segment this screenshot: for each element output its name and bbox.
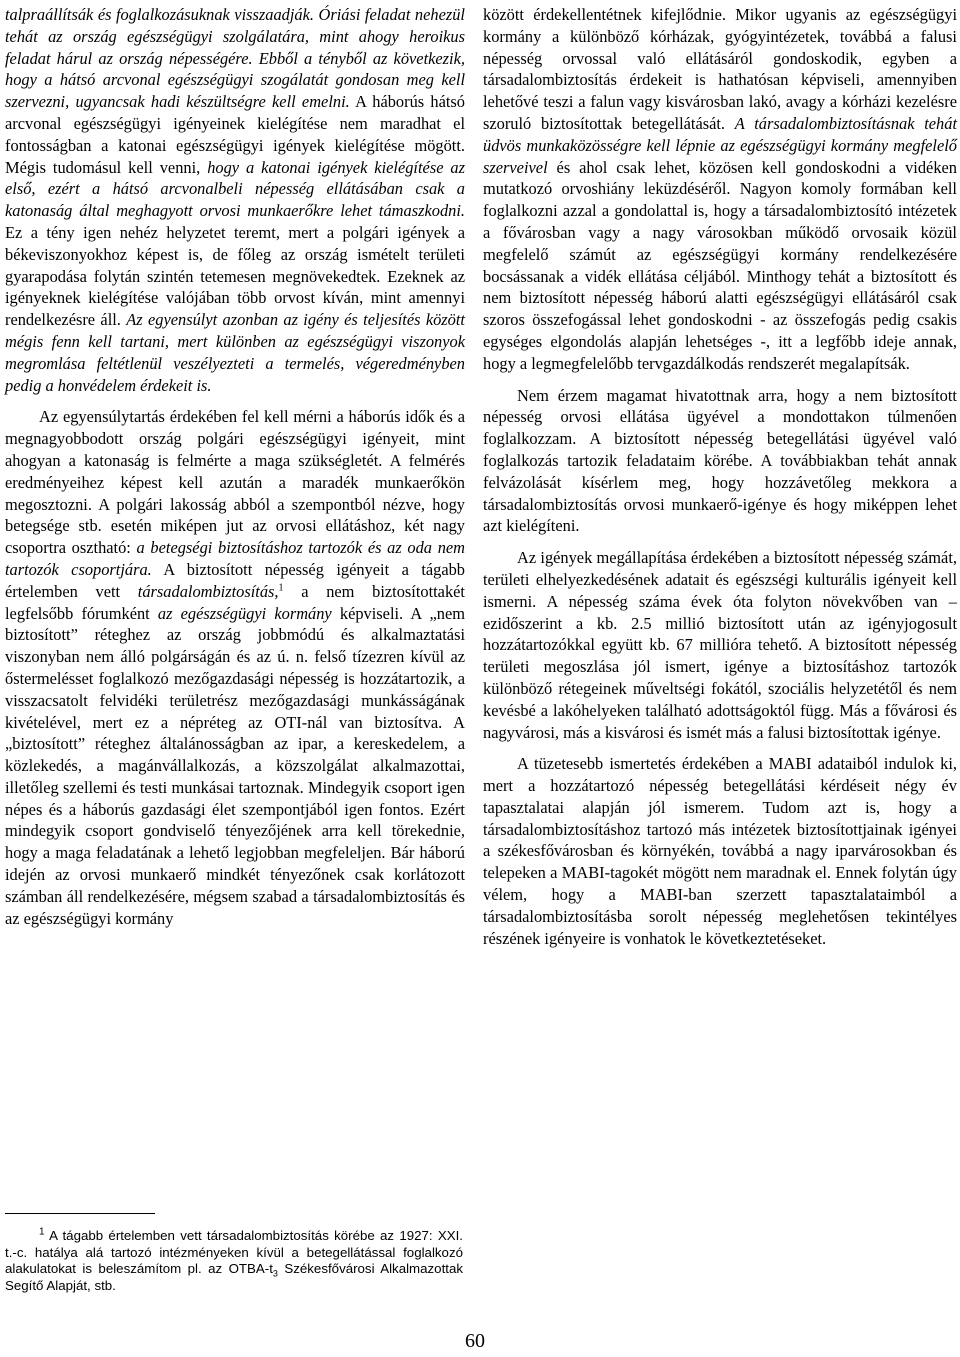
body-text: A háborús hátsó arcvonal egészségügyi igényeinek kielégítése nem maradhat el fontosságban a katonai egészségügyi igények kielégítése mögött. Mégis tudomásul kell venni, xyxy=(5,92,465,177)
right-column xyxy=(483,4,957,949)
body-text: A biztosított népesség igényeit a tágabb értelemben vett xyxy=(5,559,466,601)
body-text: Az egyensúlytartás érdekében fel kell mérni a háborús idők és a megnagyobbodott ország polgári egészségügyi igényeit, mint ahogyan a katonaság is felmérte a maga szükségletét. A felmérés eredményeihez képest kell azután a maradék munkaerőkön megosztozni. A polgári lakosság abból a szempontból nézve, hogy betegsége stb. esetén miképen jut az orvosi ellátáshoz, két nagy csoportra osztható: xyxy=(5,407,465,558)
footnote-body: A tágabb értelemben vett társadalombiztosítás körébe az 1927: XXI. t.-c. hatálya alá tartozó intézményeken kívül a betegellátással foglalkozó alakulatokat is beleszámítom pl. az OTBA-t xyxy=(5,1228,463,1277)
paragraph: Nem érzem magamat hivatottnak arra, hogy a nem biztosított népesség orvosi ellátása ügyével a mondottakon túlmenően foglalkozzam. A biztosított népesség betegellátási ügyével való foglalkozás tartozik feladataim körébe. A továbbiakban tehát annak felvázolását kísérlem meg, hogy hozzávetőleg mekkora a társadalombiztosítás orvosi munkaerő-igénye és hogy miképpen lehet azt kielégíteni. xyxy=(483,385,957,536)
italic-text: a betegségi biztosításhoz tartozók és az oda nem tartozók csoportjára. xyxy=(5,538,465,579)
italic-text: hogy a katonai igények kielégítése az első, ezért a hátsó arcvonalbeli népesség ellátásában csak a katonaság által meghagyott orvosi munkaerőkre lehet támaszkodni. xyxy=(5,157,465,221)
paragraph xyxy=(5,406,465,929)
footnote-reference: 1 xyxy=(278,582,284,594)
italic-text: társadalombiztosítás, xyxy=(137,581,279,601)
body-text: Ez a tény igen nehéz helyzetet teremt, mert a polgári igények a békeviszonyokhoz képest is, de főleg az ország ismételt területi gyarapodása folytán szintén tetemesen megnövekedtek. Ezeknek az igényeknek kielégítése valójában több orvost kíván, mint amennyi rendelkezésre áll. xyxy=(5,222,465,330)
footnote xyxy=(5,1228,463,1294)
body-text: és ahol csak lehet, közösen kell gondoskodni a vidéken mutatkozó orvoshiány leküzdéséről. Nagyon komoly formában kell foglalkozni azzal a gondolattal is, hogy a társadalombiztosító intézetek a fővárosban vagy a nagy városokban működő orvosaik közül megfelelő számút az egészségügyi kormány rendelkezésére bocsássanak a vidék ellátása céljából. Minthogy tehát a biztosított és nem biztosított népesség háború alatti egészségügyi ellátásáról csak szoros összefogással lehet gondoskodni - az összefogás pedig csakis egységes elgondolás alapján lehetséges -, itt a legfőbb ideje annak, hogy a legmegfelelőbb tervgazdálkodás rendszerét megalapítsák. xyxy=(483,157,957,373)
footnote-marker: 1 xyxy=(39,1226,45,1238)
footnote-subscript: 3 xyxy=(272,1268,278,1279)
paragraph xyxy=(5,4,465,396)
italic-text: Az egyensúlyt azonban az igény és teljesítés között mégis fenn kell tartani, mert különben az egészségügyi viszonyok megromlása feltétlenül veszélyezteti a termelés, végeredményben pedig a honvédelem érdekeit is. xyxy=(5,310,465,395)
page-number: 60 xyxy=(465,1330,485,1352)
body-text: között érdekellentétnek kifejlődnie. Mikor ugyanis az egészségügyi kormány a különböző kórházak, gyógyintézetek, továbbá a falusi népesség orvossal való ellátásáról gondoskodik, egyben a társadalombiztosítás érdekeit is hathatósan képviseli, amennyiben lehetővé teszi a falun vagy kisvárosban lakó, avagy a kórházi kezelésre szoruló biztosítottak betegellátását. xyxy=(483,5,957,133)
body-text: képviseli. A „nem biztosított” réteghez az ország jobbmódú és alkalmaztatási viszonyban nem álló polgárságán és az ú. n. felső tízezren kívül az őstermelésset foglalkozó mezőgazdasági népesség is hozzátartozik, a visszacsatolt felvidéki területrész mezőgazdasági munkásságának kivételével, mert ez a népréteg az OTI-nál van biztosítva. A „biztosított” réteghez általánosságban az ipar, a kereskedelem, a közlekedés, a magánvállalkozás, a közszolgálat alkalmazottai, illetőleg szellemi és testi munkásai tartoznak. Mindegyik csoport igen népes és a háborús gazdasági élet szempontjából igen fontos. Ezért mindegyik csoport gondviselő tényezőjének arra kell törekednie, hogy a maga feladatának a lehető legjobban megfeleljen. Bár háború idején az orvosi munkaerő mindkét tényezőnek csak korlátozott számban áll rendelkezésére, mégsem szabad a társadalombiztosítás és az egészségügyi kormány xyxy=(5,603,466,928)
footnote-body: Székesfővárosi Alkalmazottak Segítő Alapját, stb. xyxy=(5,1261,464,1293)
paragraph: A tüzetesebb ismertetés érdekében a MABI adataiból indulok ki, mert a hozzátartozó népesség betegellátási kérdéseit négy év tapasztalatai alapján jól ismerem. Tudom azt is, hogy a társadalombiztosításhoz tartozó más intézetek biztosítottjainak igényei a székesfővárosban és környékén, továbbá a nagy iparvárosokban és telepeken a MABI-tagokét mögött nem maradnak el. Ennek folytán úgy vélem, hogy a MABI-ban szerzett tapasztalataimból a társadalombiztosításba sorolt népesség meglehetősen tekintélyes részének igényeire is vonhatok le következtetéseket. xyxy=(483,754,957,948)
left-column xyxy=(5,4,465,929)
paragraph xyxy=(483,4,957,375)
italic-text: talpraállítsák és foglalkozásuknak visszaadják. Óriási feladat nehezül tehát az ország egészségügyi szolgálatára, mint ahogy heroikus feladat hárul az ország népességére. Ebből a tényből az következik, hogy a hátsó arcvonal egészségügyi szogálatát gondosan meg kell szervezni, ugyancsak hadi készültségre kell emelni. xyxy=(5,5,465,112)
footnote-divider xyxy=(5,1213,155,1214)
italic-text: A társadalombiztosításnak tehát üdvös munkaközösségre kell lépnie az egészségügyi kormány megfelelő szerveivel xyxy=(483,113,957,177)
body-text: a nem biztosítottakét legfelsőbb fórumként xyxy=(5,581,465,623)
footnote-text xyxy=(5,1228,463,1294)
italic-text: az egészségügyi kormány xyxy=(157,603,332,623)
paragraph: Az igények megállapítása érdekében a biztosított népesség számát, területi elhelyezkedésének adatait és egészségi kulturális igényeit kell ismerni. A népesség száma évek óta folyton növekvőben van – ezidőszerint a kb. 2.5 millió biztosított után az igényjogosult hozzátartozókkal együtt kb. 67 millióra tehető. A biztosított népesség területi megoszlása jól ismert, igénye a biztosításhoz tartozók különböző rétegeinek műveltségi fokától, szociális helyzetétől és nem kevésbé a lakóhelyeken található adottságoktól függ. Más a fővárosi és nagyvárosi, más a kisvárosi és ismét más a falusi biztosítottak igénye. xyxy=(483,548,957,742)
